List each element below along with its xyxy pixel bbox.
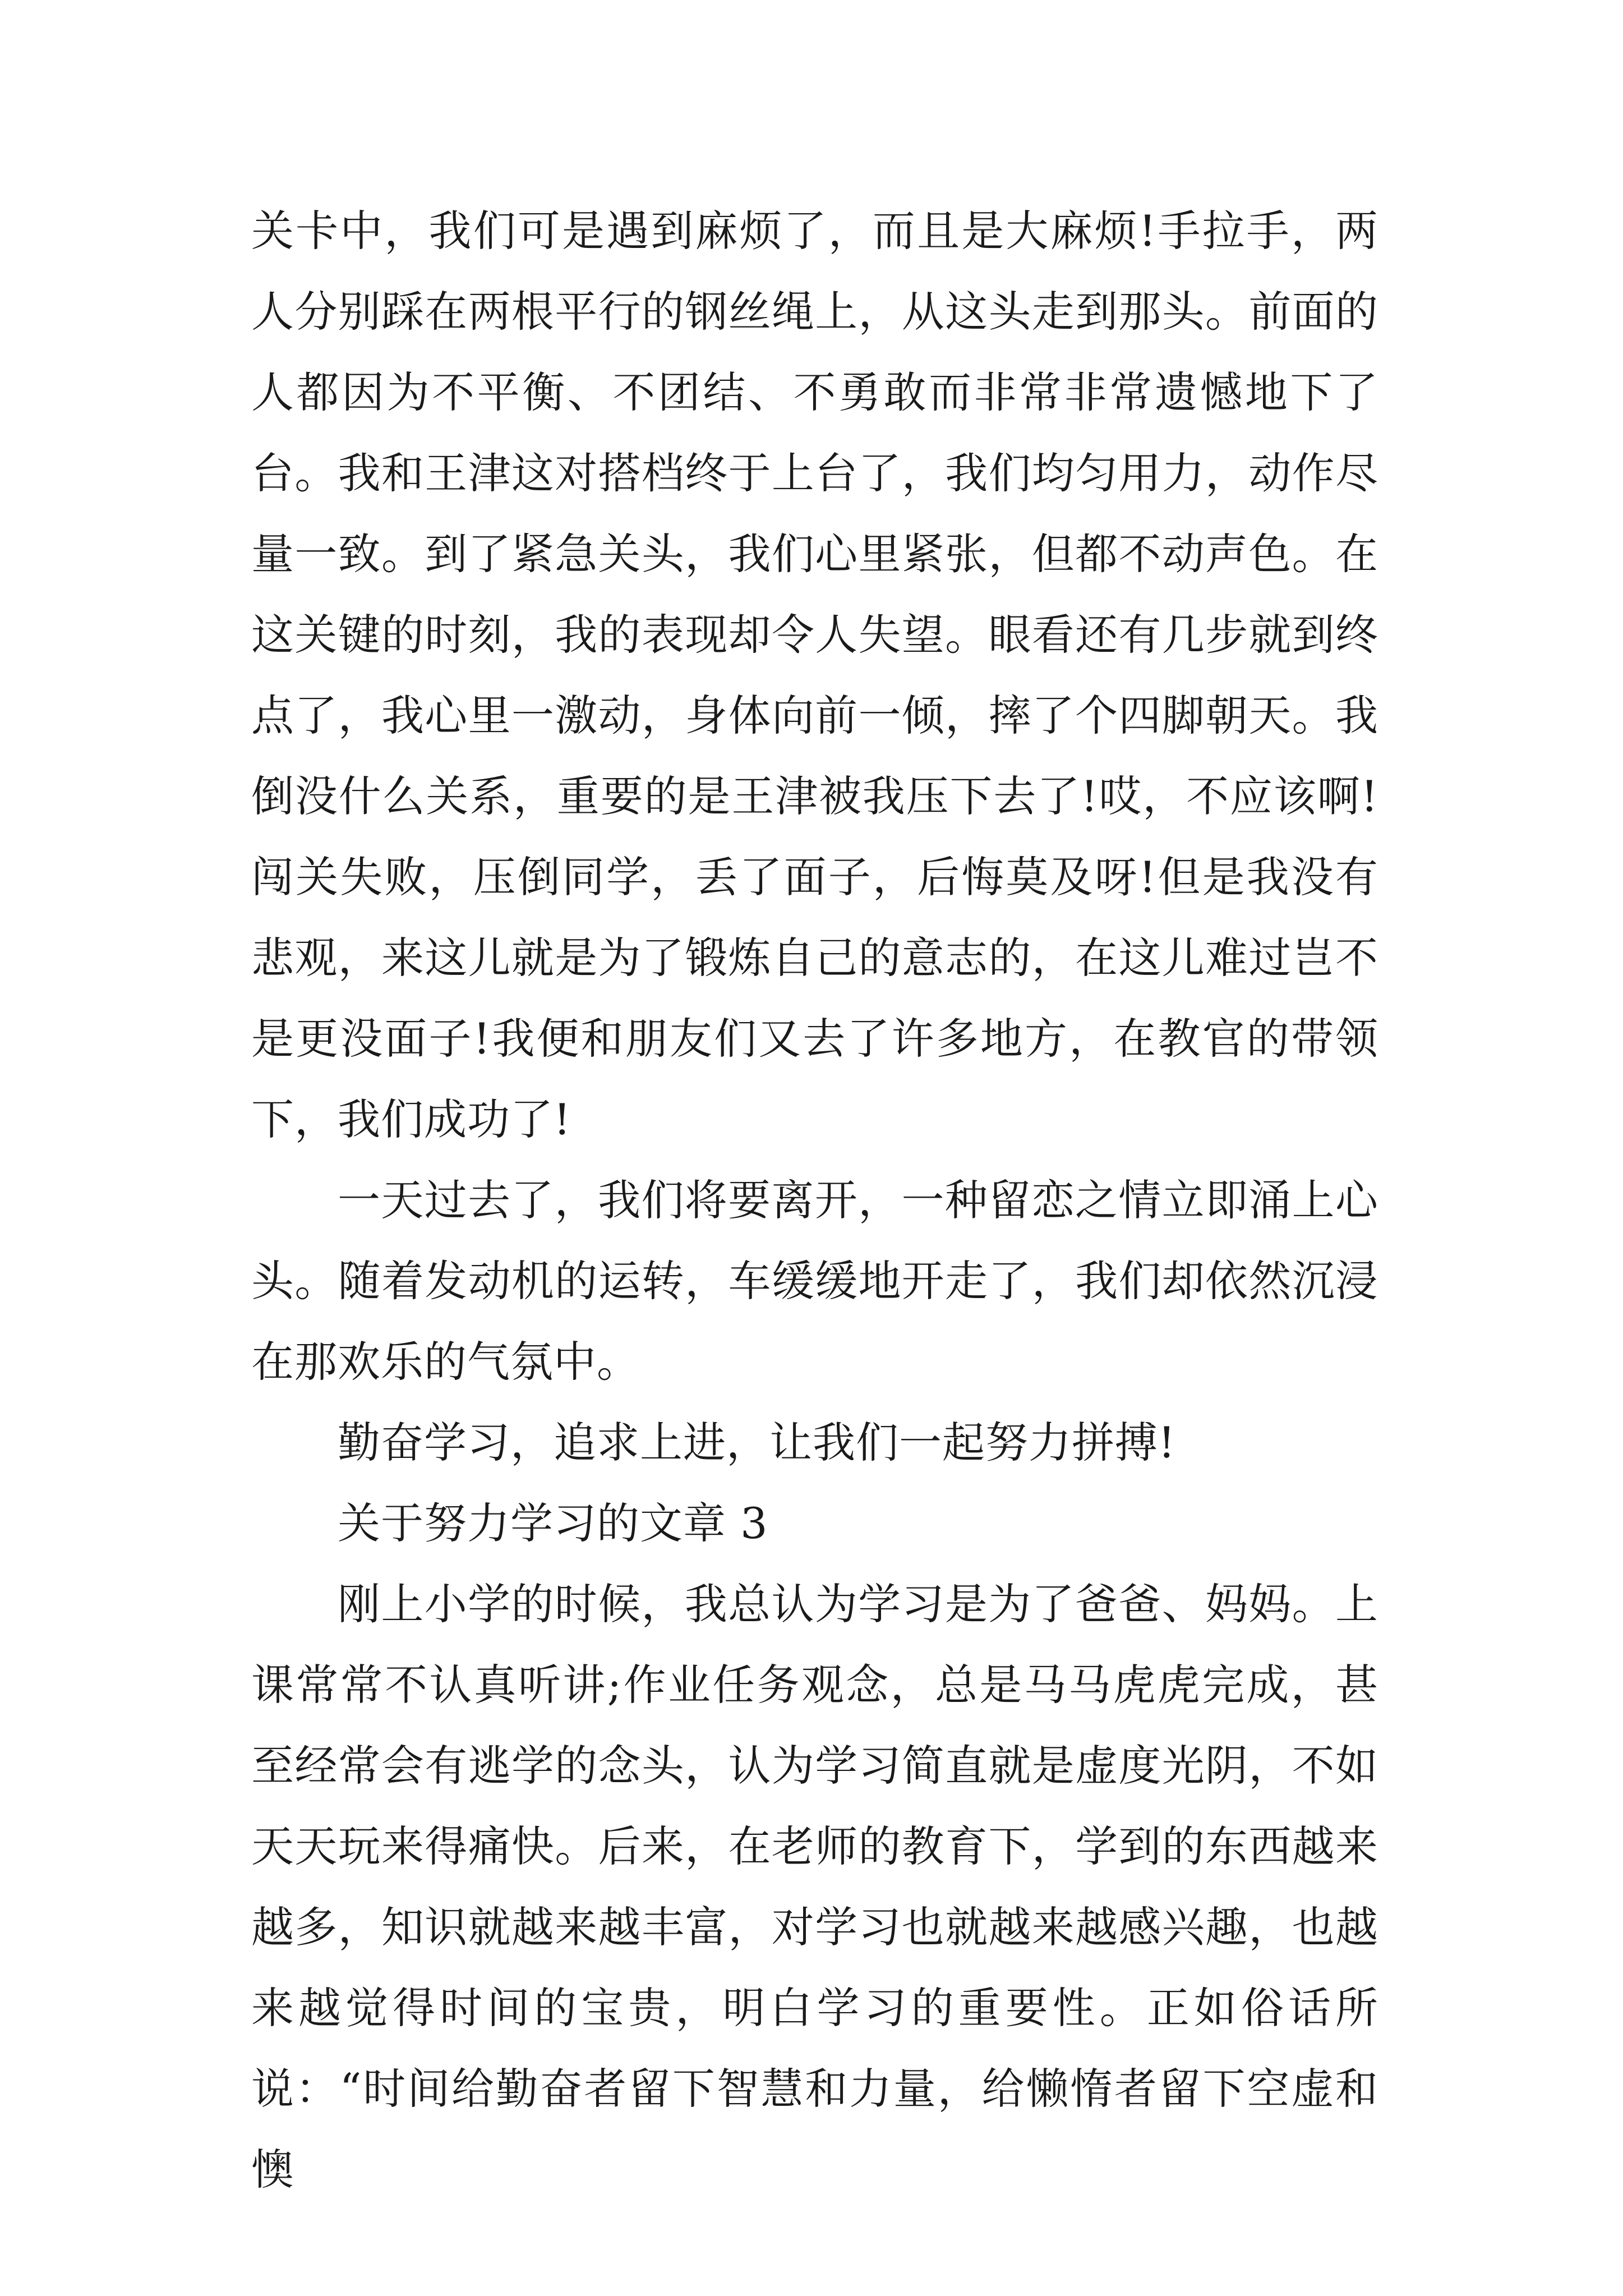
paragraph-elementary-school: 刚上小学的时候，我总认为学习是为了爸爸、妈妈。上课常常不认真听讲;作业任务观念，总是马马虎虎完成，甚至经常会有逃学的念头，认为学习简直就是虚度光阴，不如天天玩来得痛快。后来，在老师的教育下，学到的东西越来越多，知识就越来越丰富，对学习也就越来越感兴趣，也越来越觉得时间的宝贵，明白学习的重要性。正如俗话所说：“时间给勤奋者留下智慧和力量，给懒惰者留下空虚和懊	[251, 1579, 1378, 2194]
paragraph-continued: 关卡中，我们可是遇到麻烦了，而且是大麻烦!手拉手，两人分别踩在两根平行的钢丝绳上，从这头走到那头。前面的人都因为不平衡、不团结、不勇敢而非常非常遗憾地下了台。我和王津这对搭档终于上台了，我们均匀用力，动作尽量一致。到了紧急关头，我们心里紧张，但都不动声色。在这关键的时刻，我的表现却令人失望。眼看还有几步就到终点了，我心里一激动，身体向前一倾，摔了个四脚朝天。我倒没什么关系，重要的是王津被我压下去了!哎，不应该啊!闯关失败，压倒同学，丢了面子，后悔莫及呀!但是我没有悲观，来这儿就是为了锻炼自己的意志的，在这儿难过岂不是更没面子!我便和朋友们又去了许多地方，在教官的带领下，我们成功了!	[251, 206, 1378, 1144]
paragraph-motto: 勤奋学习，追求上进，让我们一起努力拼搏!	[338, 1418, 1176, 1467]
paragraph-departure: 一天过去了，我们将要离开，一种留恋之情立即涌上心头。随着发动机的运转，车缓缓地开走了，我们却依然沉浸在那欢乐的气氛中。	[251, 1175, 1378, 1387]
document-body	[251, 191, 1378, 2210]
section-heading: 关于努力学习的文章 3	[338, 1498, 768, 1548]
